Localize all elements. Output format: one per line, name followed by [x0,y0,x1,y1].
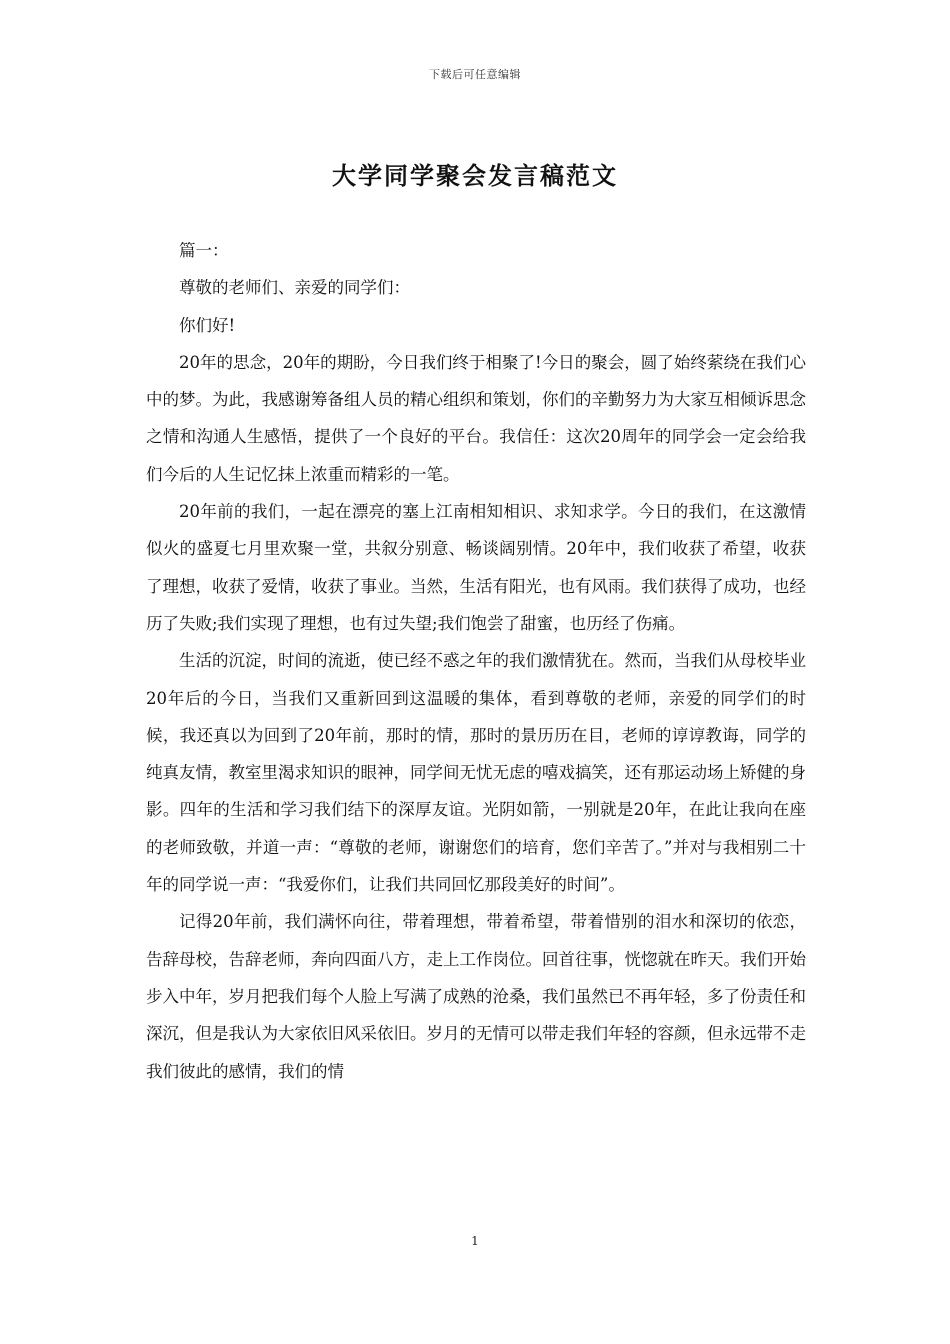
body-text [146,232,806,1090]
paragraph: 20年的思念，20年的期盼，今日我们终于相聚了!今日的聚会，圆了始终萦绕在我们心中的梦。为此，我感谢筹备组人员的精心组织和策划，你们的辛勤努力为大家互相倾诉思念之情和沟通人生感悟，提供了一个良好的平台。我信任：这次20周年的同学会一定会给我们今后的人生记忆抹上浓重而精彩的一笔。 [146,352,806,484]
paragraph: 尊敬的老师们、亲爱的同学们： [179,278,410,298]
paragraph: 生活的沉淀，时间的流逝，使已经不惑之年的我们激情犹在。然而，当我们从母校毕业20年后的今日，当我们又重新回到这温暖的集体，看到尊敬的老师，亲爱的同学们的时候，我还真以为回到了20年前，那时的情，那时的景历历在目，老师的谆谆教诲，同学的纯真友情，教室里渴求知识的眼神，同学间无忧无虑的嘻戏搞笑，还有那运动场上矫健的身影。四年的生活和学习我们结下的深厚友谊。光阴如箭，一别就是20年，在此让我向在座的老师致敬，并道一声：“尊敬的老师，谢谢您们的培育，您们辛苦了。”并对与我相别二十年的同学说一声：“我爱你们，让我们共同回忆那段美好的时间”。 [146,651,806,895]
paragraph: 20年前的我们，一起在漂亮的塞上江南相知相识、求知求学。今日的我们，在这激情似火的盛夏七月里欢聚一堂，共叙分别意、畅谈阔别情。20年中，我们收获了希望，收获了理想，收获了爱情，收获了事业。当然，生活有阳光，也有风雨。我们获得了成功，也经历了失败;我们实现了理想，也有过失望;我们饱尝了甜蜜，也历经了伤痛。 [146,502,806,633]
page-number: 1 [471,1234,479,1248]
paragraph: 你们好! [179,315,236,335]
paragraph: 篇一： [179,241,229,260]
page-title: 大学同学聚会发言稿范文 [332,162,618,190]
paragraph: 记得20年前，我们满怀向往，带着理想，带着希望，带着惜别的泪水和深切的依恋，告辞母校，告辞老师，奔向四面八方，走上工作岗位。回首往事，恍惚就在昨天。我们开始步入中年，岁月把我们每个人脸上写满了成熟的沧桑，我们虽然已不再年轻，多了份责任和深沉，但是我认为大家依旧风采依旧。岁月的无情可以带走我们年轻的容颜，但永远带不走我们彼此的感情，我们的情 [146,912,806,1081]
header-note: 下载后可任意编辑 [429,68,521,81]
